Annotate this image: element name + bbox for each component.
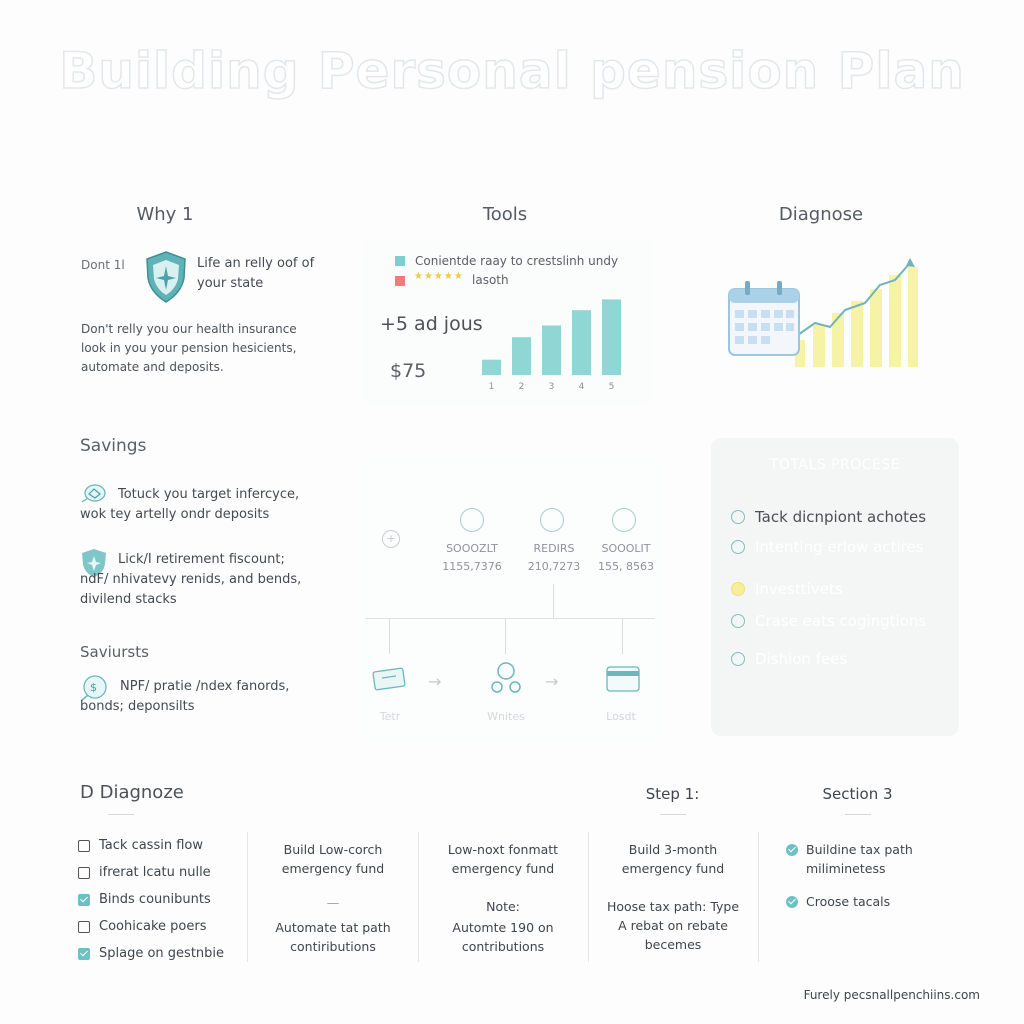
radio-icon <box>731 540 745 554</box>
process-list <box>731 502 956 674</box>
flow-node-3 <box>584 540 668 576</box>
flow-connector-bar <box>365 618 655 619</box>
process-item[interactable] <box>731 532 956 562</box>
process-item[interactable] <box>731 644 956 674</box>
bar-5 <box>602 299 621 375</box>
section-underline <box>845 814 871 815</box>
tick-label-2: 2 <box>518 382 525 392</box>
tick-label-3: 3 <box>548 382 555 392</box>
step-title: Step 1: <box>645 785 700 803</box>
wallet-icon <box>372 664 408 692</box>
footer-url[interactable]: Furely pecsnallpenchiins.com <box>803 988 980 1002</box>
step-underline <box>660 814 686 815</box>
process-item-label: Dishion fees <box>755 650 848 668</box>
savings-header: Savings <box>80 436 147 456</box>
flow-node-3-label: SOOOLIT <box>601 542 651 555</box>
process-item[interactable] <box>731 574 956 604</box>
bar-1 <box>482 360 501 375</box>
section-title: Section 3 <box>822 785 893 803</box>
col1-bottom: Automate tat path contiributions <box>275 920 391 954</box>
process-item[interactable] <box>731 606 956 636</box>
why-label: Dont 1l <box>81 258 125 272</box>
tools-value-1: +5 ad jous <box>380 313 483 335</box>
checklist-item[interactable] <box>78 859 248 886</box>
process-title: TOTALS PROCESE <box>769 457 901 473</box>
process-item[interactable] <box>731 502 956 532</box>
legend-stars: ★★★★★ <box>414 271 464 282</box>
savings-item-1: Totuck you target infercyce, wok tey artelly ondr deposits <box>80 487 300 522</box>
why-header: Why 1 <box>136 204 194 225</box>
col3-top: Build 3-month emergency fund <box>621 842 725 876</box>
check-circle-icon <box>786 896 798 908</box>
section-item-label: Croose tacals <box>806 894 891 909</box>
plus-icon: + <box>382 530 400 548</box>
flow-connector-right <box>622 618 623 654</box>
tools-header: Tools <box>482 204 528 225</box>
checklist-item[interactable] <box>78 886 248 913</box>
checklist-label: Splage on gestnbie <box>99 946 225 961</box>
checklist-item[interactable] <box>78 940 248 967</box>
col2-bottom: Automte 190 on contributions <box>452 920 554 954</box>
legend-swatch-red <box>395 276 405 286</box>
process-item-label: Investtivets <box>755 580 843 598</box>
dollar-icon <box>540 508 564 532</box>
shield-icon <box>144 250 188 304</box>
diagnose-underline <box>108 814 134 815</box>
savings-item-2: Lick/I retirement fiscount; ndF/ nhivatevy renids, and bends, divilend stacks <box>80 552 302 607</box>
section-item[interactable] <box>786 892 936 911</box>
process-item-label: Tack dicnpiont achotes <box>755 508 927 526</box>
checkbox-icon <box>78 921 90 933</box>
col2-note: Note: <box>486 899 520 914</box>
process-item-label: Intenting erlow actires <box>755 538 924 556</box>
bar-4 <box>572 310 591 375</box>
clock-icon <box>612 508 636 532</box>
flow-node-1-label: SOOOZLT <box>446 542 498 555</box>
radio-icon <box>731 510 745 524</box>
flow-bottom-3: Losdt <box>606 710 636 723</box>
why-callout: Life an relly oof of your state <box>197 256 315 291</box>
column-divider <box>418 832 419 962</box>
tools-value-2: $75 <box>390 360 427 382</box>
card-icon <box>606 666 640 692</box>
col1-top: Build Low-corch emergency fund <box>281 842 385 876</box>
calendar-growth-icon <box>725 255 925 375</box>
diagnose-checklist <box>78 832 248 967</box>
checklist-label: Tack cassin flow <box>99 838 203 853</box>
col3-mid: Hoose tax path: Type A rebat on rebate becemes <box>606 899 740 952</box>
checklist-label: ifrerat lcatu nulle <box>99 865 211 880</box>
tick-label-5: 5 <box>608 382 615 392</box>
checklist-item[interactable] <box>78 832 248 859</box>
arrow-icon-2: → <box>545 672 559 691</box>
col1-dash: — <box>326 895 340 910</box>
tools-legend-2: lasoth <box>472 273 509 287</box>
tools-bar-chart <box>470 280 640 395</box>
checklist-label: Coohicake poers <box>99 919 207 934</box>
arrow-icon-1: → <box>428 672 442 691</box>
saviursts-item-1: NPF/ pratie /ndex fanords, bonds; deponsilts <box>80 679 290 714</box>
globe-icon <box>460 508 484 532</box>
flow-node-3-value: 155, 8563 <box>598 560 654 573</box>
saviursts-header: Saviursts <box>80 643 149 661</box>
bar-3 <box>542 326 561 376</box>
column-divider <box>588 832 589 962</box>
radio-icon <box>731 614 745 628</box>
page-title: Building Personal pension Plan <box>59 42 965 100</box>
section-item-label: Buildine tax path miliminetess <box>806 842 913 876</box>
tick-label-1: 1 <box>488 382 495 392</box>
checkbox-icon <box>78 867 90 879</box>
svg-text:$: $ <box>90 681 97 694</box>
flow-connector-mid <box>505 618 506 654</box>
column-divider <box>247 832 248 962</box>
checkbox-icon <box>78 840 90 852</box>
radio-icon-selected <box>731 582 745 596</box>
flow-panel <box>362 460 662 740</box>
bar-2 <box>512 337 531 375</box>
section-list <box>786 840 936 911</box>
section-item[interactable] <box>786 840 936 878</box>
why-body: Don't relly you our health insurance look in you your pension hesicients, automate and deposits. <box>81 322 297 374</box>
process-item-label: Crase eats cogingtions <box>755 612 927 630</box>
checkbox-checked-icon <box>78 948 90 960</box>
checklist-item[interactable] <box>78 913 248 940</box>
tools-legend-1: Conientde raay to crestslinh undy <box>415 254 619 268</box>
checkbox-checked-icon <box>78 894 90 906</box>
legend-swatch-teal <box>395 256 405 266</box>
flow-node-1 <box>430 540 514 576</box>
check-circle-icon <box>786 844 798 856</box>
flow-bottom-1: Tetr <box>379 710 401 723</box>
tick-label-4: 4 <box>578 382 585 392</box>
people-icon <box>490 660 522 694</box>
bottom-diagnose-title: D Diagnoze <box>80 782 184 803</box>
column-divider <box>758 832 759 962</box>
flow-node-2-value: 210,7273 <box>527 560 581 573</box>
checklist-label: Binds counibunts <box>99 892 211 907</box>
flow-node-2-label: REDIRS <box>533 542 575 555</box>
diagnose-header: Diagnose <box>778 204 864 225</box>
flow-connector-trunk <box>553 584 554 618</box>
flow-bottom-2: Wnites <box>487 710 525 723</box>
flow-connector-left <box>389 618 390 654</box>
col2-top: Low-noxt fonmatt emergency fund <box>447 842 559 876</box>
radio-icon <box>731 652 745 666</box>
flow-node-1-value: 1155,7376 <box>442 560 502 573</box>
